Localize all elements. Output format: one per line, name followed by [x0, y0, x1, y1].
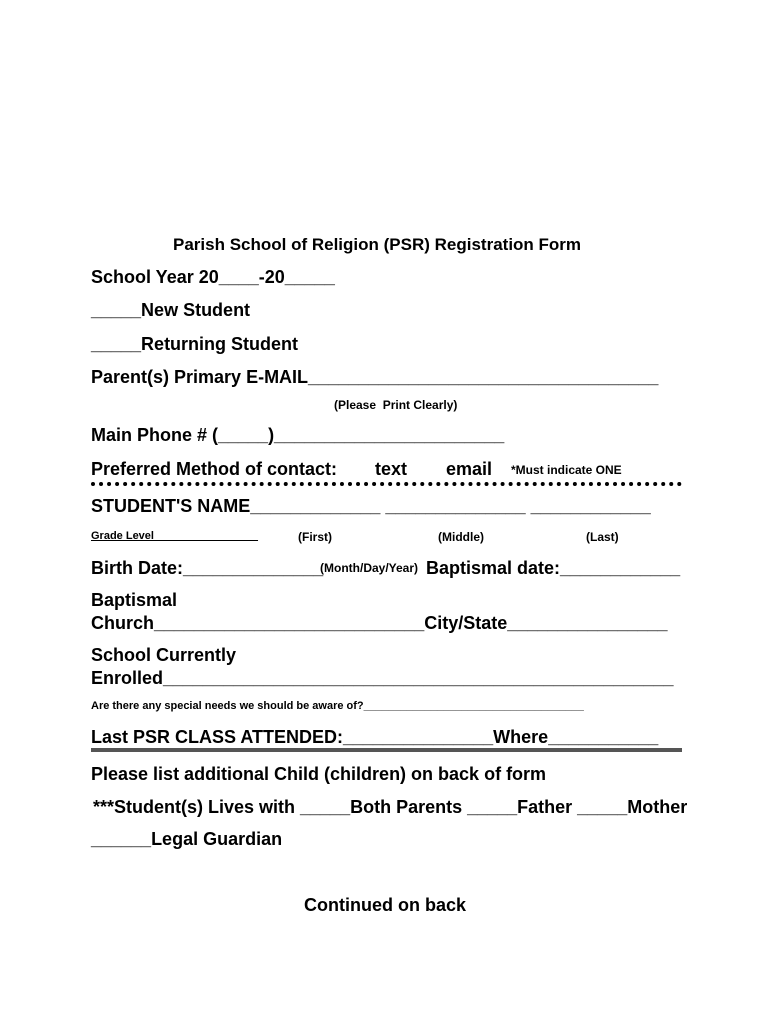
first-name-caption: (First) [298, 530, 332, 544]
last-psr-class-field[interactable]: Last PSR CLASS ATTENDED:_______________Where___________ [91, 727, 659, 747]
form-title: Parish School of Religion (PSR) Registration Form [173, 235, 582, 254]
school-currently-label: School Currently [91, 645, 237, 665]
additional-child-note: Please list additional Child (children) on back of form [91, 764, 547, 784]
contact-option-email[interactable]: email [446, 459, 493, 479]
main-phone-field[interactable]: Main Phone # (_____)_______________________ [91, 425, 505, 445]
last-name-caption: (Last) [586, 530, 619, 544]
continued-on-back: Continued on back [304, 895, 466, 915]
baptismal-label: Baptismal [91, 590, 178, 610]
middle-name-caption: (Middle) [438, 530, 484, 544]
contact-method-label: Preferred Method of contact: [91, 459, 338, 479]
new-student-option[interactable]: _____New Student [91, 300, 251, 320]
contact-option-text[interactable]: text [375, 459, 408, 479]
thick-divider [91, 748, 682, 752]
dotted-divider [91, 482, 682, 486]
baptismal-date-field[interactable]: Baptismal date:____________ [426, 558, 681, 578]
lives-with-field[interactable]: ***Student(s) Lives with _____Both Parents _____Father _____Mother [93, 797, 688, 817]
returning-student-option[interactable]: _____Returning Student [91, 334, 299, 354]
birth-date-field[interactable]: Birth Date:______________ [91, 558, 324, 578]
grade-level-field[interactable]: Grade Level_________________ [91, 530, 258, 542]
contact-note: *Must indicate ONE [511, 463, 622, 477]
enrolled-field[interactable]: Enrolled___________________________________________________ [91, 668, 674, 688]
legal-guardian-option[interactable]: ______Legal Guardian [91, 829, 283, 849]
church-city-field[interactable]: Church___________________________City/State________________ [91, 613, 668, 633]
date-format-caption: (Month/Day/Year) [320, 561, 419, 575]
special-needs-field[interactable]: Are there any special needs we should be aware of?____________________________________ [91, 700, 584, 712]
student-name-field[interactable]: STUDENT'S NAME_____________ ______________ ____________ [91, 496, 651, 516]
print-clearly-note: (Please Print Clearly) [334, 398, 458, 412]
school-year-field[interactable]: School Year 20____-20_____ [91, 267, 335, 287]
email-field[interactable]: Parent(s) Primary E-MAIL___________________________________ [91, 367, 659, 387]
